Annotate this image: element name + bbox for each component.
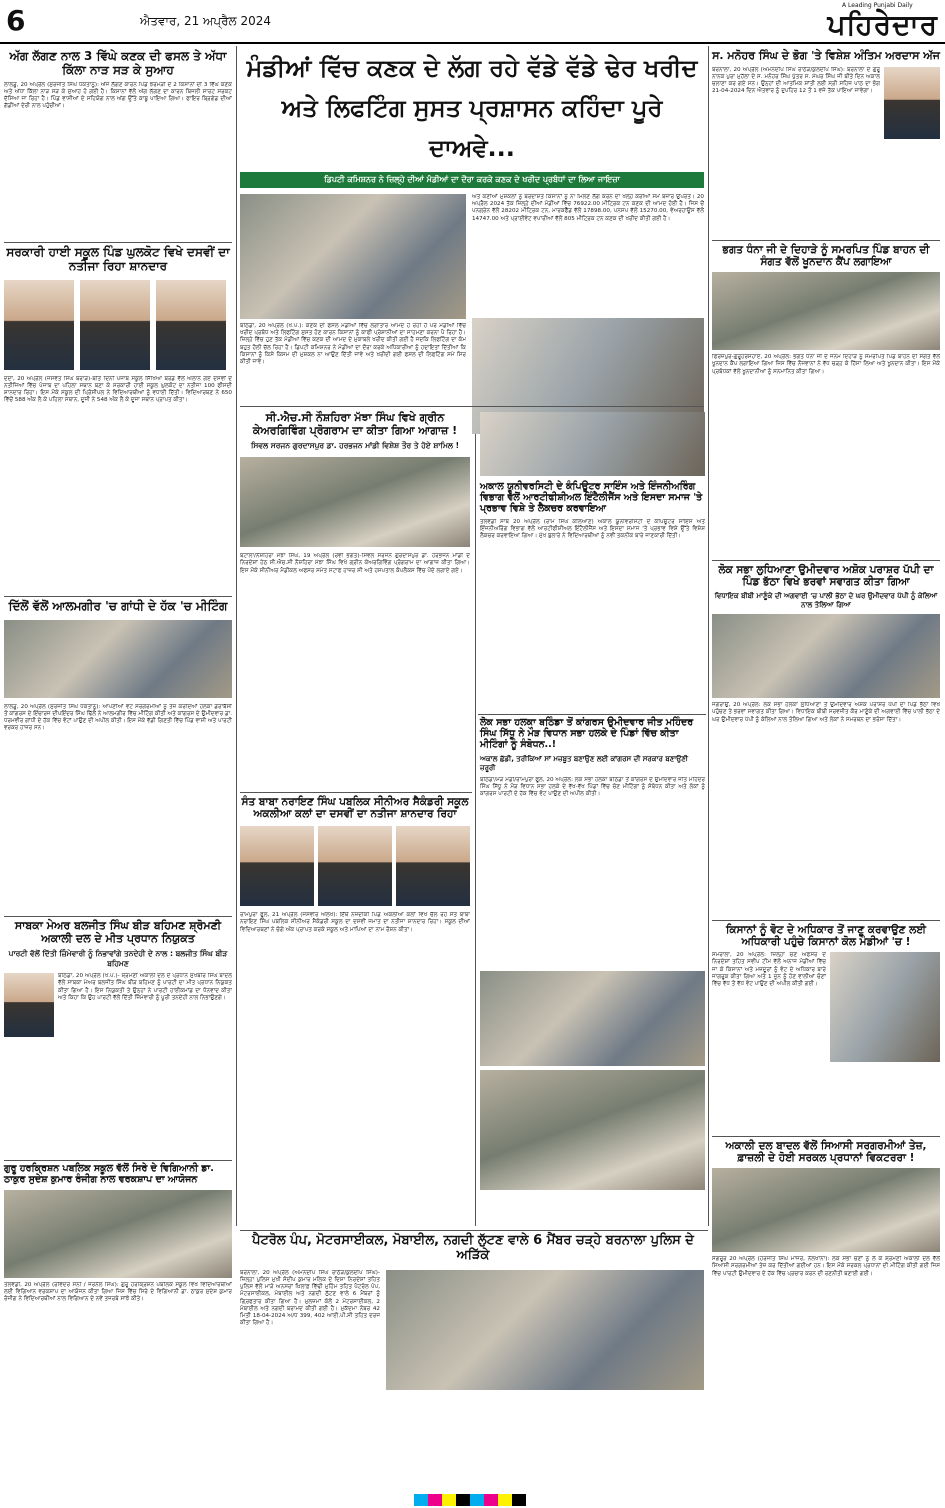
photo (712, 272, 940, 350)
print-color-bar (414, 1494, 526, 1506)
right-story-voters (712, 924, 940, 1122)
photo (240, 194, 466, 319)
story-body: ਅਤੇ ਕਣੀਆਂ ਮੁਸ਼ਕਲਾਂ ਨੂੰ ਬਰਦਾਸ਼ਤ ਕਿਸਾਨਾਂ ਨੂੰ ਨਾ ਮਿਲਣ ਲੱਗ ਕਰਨ ਦਾ ਖੋਲ੍ਹ ਕਰੀਆਂ ਸਮੇਂ ਬਜ਼ਾਰ ਉਪਰੰਤ। 20 ਅਪ੍ਰੈਲ 2024 ਤੱਕ ਜ਼ਿਲ੍ਹੇ ਦੀਆਂ ਮੰਡੀਆਂ ਵਿੱਚ 76922.00 ਮੀਟ੍ਰਿਕ ਟਨ ਕਣਕ ਦੀ ਆਮਦ ਹੋਈ ਹੈ। ਜਿਸ ਚੋਂ ਪਨਗ੍ਰੇਨ ਵੱਲੋਂ 28202 ਮੀਟ੍ਰਿਕ ਟਨ, ਮਾਰਕਫੈੱਡ ਵੱਲੋਂ 17898.00, ਪਨਸਪ ਵੱਲੋਂ 15270.00, ਵੇਅਰਹਾਊਸ ਵੱਲੋਂ 14747.00 ਅਤੇ ਪ੍ਰਾਈਵੇਟ ਵਪਾਰੀਆਂ ਵੱਲੋਂ 805 ਮੀਟ੍ਰਿਕ ਟਨ ਕਣਕ ਦੀ ਖਰੀਦ ਕੀਤੀ ਗਈ ਹੈ। (472, 194, 704, 222)
column-divider (236, 46, 237, 1226)
divider (4, 916, 232, 917)
student-photos (4, 280, 232, 370)
left-story-meeting (4, 600, 232, 900)
photo (4, 973, 54, 1037)
left-story-workshop (4, 1164, 232, 1432)
divider (712, 920, 940, 921)
headline: ਅੱਗ ਲੱਗਣ ਨਾਲ 3 ਵਿੱਘੇ ਕਣਕ ਦੀ ਫਸਲ ਤੇ ਅੱਧਾ ਕਿੱਲਾ ਨਾੜ ਸੜ ਕੇ ਸੁਆਹ (9, 49, 227, 77)
photo (4, 280, 74, 370)
headline: ਭਗਤ ਧੰਨਾ ਜੀ ਦੇ ਦਿਹਾੜੇ ਨੂੰ ਸਮਰਪਿਤ ਪਿੰਡ ਬਾਹਨ ਦੀ ਸੰਗਤ ਵੱਲੋਂ ਖੂਨਦਾਨ ਕੈਂਪ ਲਗਾਇਆ (722, 244, 930, 269)
right-story-ludhiana (712, 564, 940, 914)
headline: ਸ. ਮਨੋਹਰ ਸਿੰਘ ਦੇ ਭੋਗ 'ਤੇ ਵਿਸ਼ੇਸ਼ ਅੰਤਿਮ ਅਰਦਾਸ ਅੱਜ (712, 49, 940, 62)
left-story-fire (4, 50, 232, 232)
photo (884, 67, 940, 139)
column-divider (475, 410, 476, 1226)
divider (240, 406, 704, 407)
photo (396, 826, 470, 906)
photo (712, 1168, 940, 1252)
headline: ਸੀ.ਐਚ.ਸੀ ਨੌਸ਼ਹਿਰਾ ਮੱਝਾ ਸਿੰਘ ਵਿਖੇ ਗ੍ਰੀਨ ਕੇਅਰਗਿਵਿੰਗ ਪ੍ਰੋਗਰਾਮ ਦਾ ਕੀਤਾ ਗਿਆ ਆਗਾਜ਼ ! (252, 411, 458, 437)
photo (318, 826, 392, 906)
story-body: ਬਠਿੰਡਾ, 20 ਅਪ੍ਰੈਲ (ਖ.ਪ.): ਕਣਕ ਦੀ ਫਸਲ ਮੰਡੀਆਂ ਵਿੱਚ ਲਗਾਤਾਰ ਆਮਦ ਹੋ ਰਹੀ ਹੈ ਪਰ ਮੰਡੀਆਂ ਵਿੱਚ ਖਰੀਦ ਪ੍ਰਬੰਧ ਅਤੇ ਲਿਫਟਿੰਗ ਸੁਸਤ ਹੋਣ ਕਾਰਨ ਕਿਸਾਨਾਂ ਨੂੰ ਕਾਫੀ ਪ੍ਰੇਸ਼ਾਨੀਆਂ ਦਾ ਸਾਹਮਣਾ ਕਰਨਾ ਪੈ ਰਿਹਾ ਹੈ। ਜ਼ਿਲ੍ਹੇ ਵਿੱਚ ਹੁਣ ਤੱਕ ਮੰਡੀਆਂ ਵਿੱਚ ਕਣਕ ਦੀ ਆਮਦ ਦੇ ਮੁਕਾਬਲੇ ਖਰੀਦ ਕੀਤੀ ਗਈ ਹੈ ਜਦਕਿ ਲਿਫਟਿੰਗ ਦਾ ਕੰਮ ਬਹੁਤ ਹੌਲੀ ਚੱਲ ਰਿਹਾ ਹੈ। ਡਿਪਟੀ ਕਮਿਸ਼ਨਰ ਨੇ ਮੰਡੀਆਂ ਦਾ ਦੌਰਾ ਕਰਕੇ ਅਧਿਕਾਰੀਆਂ ਨੂੰ ਹਦਾਇਤਾਂ ਦਿੱਤੀਆਂ ਕਿ ਕਿਸਾਨਾਂ ਨੂੰ ਕਿਸੇ ਕਿਸਮ ਦੀ ਮੁਸ਼ਕਲ ਨਾ ਆਉਣ ਦਿੱਤੀ ਜਾਵੇ ਅਤੇ ਖਰੀਦੀ ਗਈ ਫਸਲ ਦੀ ਲਿਫਟਿੰਗ ਸਮੇਂ ਸਿਰ ਕੀਤੀ ਜਾਵੇ। (240, 323, 466, 366)
center-story-univ (480, 412, 705, 689)
divider (4, 1160, 232, 1161)
headline: ਸਾਬਕਾ ਮੇਅਰ ਬਲਜੀਤ ਸਿੰਘ ਬੀੜ ਬਹਿਮਣ ਸ਼੍ਰੋਮਣੀ ਅਕਾਲੀ ਦਲ ਦੇ ਮੀਤ ਪ੍ਰਧਾਨ ਨਿਯੁਕਤ (14, 919, 222, 945)
headline: ਲੋਕ ਸਭਾ ਹਲਕਾ ਬਠਿੰਡਾ ਤੋਂ ਕਾਂਗਰਸ ਉਮੀਦਵਾਰ ਜੀਤ ਮਹਿੰਦਰ ਸਿੰਘ ਸਿੱਧੂ ਨੇ ਮੌੜ ਵਿਧਾਨ ਸਭਾ ਹਲਕੇ ਦੇ ਪਿੰਡਾਂ ਵਿੱਚ ਕੀਤਾ ਮੀਟਿੰਗਾਂ ਨੂੰ ਸੰਬੋਧਨ..! (480, 717, 694, 750)
headline: ਸੰਤ ਬਾਬਾ ਨਰਾਇਣ ਸਿੰਘ ਪਬਲਿਕ ਸੀਨੀਅਰ ਸੈਕੰਡਰੀ ਸਕੂਲ ਅਕਲੀਆ ਕਲਾਂ ਦਾ ਦਸਵੀਂ ਦਾ ਨਤੀਜਾ ਸ਼ਾਨਦਾਰ ਰਿਹਾ (241, 796, 469, 821)
lead-story (240, 48, 704, 403)
story-body: ਜਗਰਾਉਂ, 20 ਅਪ੍ਰੈਲ: ਲੋਕ ਸਭਾ ਹਲਕਾ ਲੁਧਿਆਣਾ ਤੋਂ ਉਮੀਦਵਾਰ ਅਸ਼ੋਕ ਪਰਾਸ਼ਰ ਪੱਪੀ ਦਾ ਪਿੰਡ ਭੱਠਾ ਵਿਖੇ ਪਹੁੰਚਣ ਤੇ ਭਰਵਾਂ ਸਵਾਗਤ ਕੀਤਾ ਗਿਆ। ਵਿਧਾਇਕ ਬੀਬੀ ਸਰਵਜੀਤ ਕੌਰ ਮਾਣੂੰਕੇ ਦੀ ਅਗਵਾਈ ਵਿੱਚ ਪਾਲੀ ਭੱਠਾ ਦੇ ਘਰ ਉਮੀਦਵਾਰ ਪੱਪੀ ਨੂੰ ਕੇਲਿਆਂ ਨਾਲ ਤੋਲਿਆ ਗਿਆ ਅਤੇ ਲੋਕਾਂ ਨੇ ਸਮਰਥਨ ਦਾ ਭਰੋਸਾ ਦਿੱਤਾ। (712, 702, 940, 723)
column-divider (708, 46, 709, 1226)
center-story-youth (480, 718, 705, 1190)
left-story-school (4, 246, 232, 562)
headline: ਅਤੇ ਲਿਫਟਿੰਗ ਸੁਸਤ ਪ੍ਰਸ਼ਾਸਨ ਕਹਿੰਦਾ ਪੂਰੇ ਦਾਅਵੇ... (281, 94, 663, 162)
photo (480, 971, 705, 1066)
headline: ਦਿੱਲੋਂ ਵੱਲੋਂ ਆਲਮਗੀਰ 'ਚ ਗਾਂਧੀ ਦੇ ਹੱਕ 'ਚ ਮੀਟਿੰਗ (8, 599, 228, 613)
story-body: ਸਮਰਾਲਾ, 20 ਅਪ੍ਰੈਲ: ਜ਼ਿਲ੍ਹਾ ਚੋਣ ਅਫਸਰ ਦੇ ਨਿਰਦੇਸ਼ਾਂ ਤਹਿਤ ਸਵੀਪ ਟੀਮ ਵੱਲੋਂ ਅਨਾਜ ਮੰਡੀਆਂ ਵਿੱਚ ਜਾ ਕੇ ਕਿਸਾਨਾਂ ਅਤੇ ਮਜ਼ਦੂਰਾਂ ਨੂੰ ਵੋਟ ਦੇ ਅਧਿਕਾਰ ਬਾਰੇ ਜਾਗਰੂਕ ਕੀਤਾ ਗਿਆ ਅਤੇ 1 ਜੂਨ ਨੂੰ ਹੋਣ ਵਾਲੀਆਂ ਚੋਣਾਂ ਵਿੱਚ ਵੱਧ ਤੋਂ ਵੱਧ ਵੋਟ ਪਾਉਣ ਦੀ ਅਪੀਲ ਕੀਤੀ ਗਈ। (712, 952, 826, 987)
page-number: 6 (6, 4, 26, 37)
story-body: ਤਲਵੰਡੀ ਸਾਬੋ 20 ਅਪ੍ਰੈਲ (ਰਾਮ ਸਿੰਘ ਕਲਿਆਣ) ਅਕਾਲ ਯੂਨੀਵਰਸਿਟੀ ਦੇ ਕੰਪਿਊਟਰ ਸਾਇੰਸ ਅਤੇ ਇੰਜਨੀਅਰਿੰਗ ਵਿਭਾਗ ਵੱਲੋਂ ਆਰਟੀਫੀਸ਼ੀਅਲ ਇੰਟੈਲੀਜੈਂਸ ਅਤੇ ਇਸਦਾ ਸਮਾਜ 'ਤੇ ਪ੍ਰਭਾਵ ਵਿਸ਼ੇ ਉੱਤੇ ਵਿਸ਼ੇਸ਼ ਲੈਕਚਰ ਕਰਵਾਇਆ ਗਿਆ। ਮੁੱਖ ਬੁਲਾਰੇ ਨੇ ਵਿਦਿਆਰਥੀਆਂ ਨੂੰ ਨਵੀਂ ਤਕਨੀਕ ਬਾਰੇ ਜਾਣਕਾਰੀ ਦਿੱਤੀ। (480, 518, 705, 540)
photo (386, 1270, 704, 1390)
divider (712, 240, 940, 241)
subheadline: ਅਕਾਲ ਛੱਡੀ, ਤਰੀਕਿਆਂ ਸਾਂ ਮਜ਼ਬੂਤ ਬਣਾਉਣ ਲਈ ਕਾਂਗਰਸ ਦੀ ਸਰਕਾਰ ਬਣਾਉਣੀ ਜ਼ਰੂਰੀ (480, 754, 688, 772)
divider (712, 560, 940, 561)
subheadline: ਡਿਪਟੀ ਕਮਿਸ਼ਨਰ ਨੇ ਜ਼ਿਲ੍ਹੇ ਦੀਆਂ ਮੰਡੀਆਂ ਦਾ ਦੌਰਾ ਕਰਕੇ ਕਣਕ ਦੇ ਖਰੀਦ ਪ੍ਰਬੰਧਾਂ ਦਾ ਲਿਆ ਜਾਇਜ਼ਾ (240, 172, 704, 188)
header-rule (0, 42, 945, 44)
story-body: ਲਾਲੜੂ, 20 ਅਪ੍ਰੈਲ (ਸੁਰਜੀਤ ਸਿੰਘ ਧਕਤਾਨੂ): ਅੱਜ ਲੱਗਣ ਕਾਰਨ ਪਿੰਡ ਝਰਮੜੀ ਦੇ 2 ਕਿਸਾਨਾਂ ਦੀ 3 ਵਿੱਘੇ ਕਣਕ ਅਤੇ ਅੱਧਾ ਕਿੱਲਾ ਨਾੜ ਸੜ ਕੇ ਸੁਆਹ ਹੋ ਗਈ ਹੈ। ਕਿਸਾਨਾਂ ਵੱਲੋਂ ਅੱਗ ਲੱਗਣ ਦਾ ਕਾਰਨ ਬਿਜਲੀ ਸਾਰਟ ਸਰਕਟ ਦੱਸਿਆ ਜਾ ਰਿਹਾ ਹੈ। ਪਿੰਡ ਵਾਸੀਆਂ ਦੇ ਸਹਿਯੋਗ ਨਾਲ ਅੱਗ ਉੱਤੇ ਕਾਬੂ ਪਾਇਆ ਗਿਆ। ਫਾਇਰ ਬ੍ਰਿਗੇਡ ਦੀਆਂ ਗੱਡੀਆਂ ਦੇਰੀ ਨਾਲ ਪਹੁੰਚੀਆਂ। (4, 81, 232, 110)
headline: ਅਕਾਲੀ ਦਲ ਬਾਦਲ ਵੱਲੋਂ ਸਿਆਸੀ ਸਰਗਰਮੀਆਂ ਤੇਜ਼, ਫ਼ਾਜ਼ਲੀ ਦੇ ਹੋਈ ਸਰਕਲ ਪ੍ਰਧਾਨਾਂ ਵਿਕਟਰਰਾ ! (725, 1140, 927, 1165)
divider (4, 596, 232, 597)
story-body: ਸੰਗਰੂਰ 20 ਅਪ੍ਰੈਲ (ਹਰਜੀਤ ਸਿੰਘ ਮਾਜਰੇ, ਨੌਲਖਾਨਾ): ਲੋਕ ਸਭਾ ਚੋਣਾਂ ਨੂੰ ਲੈ ਕੇ ਸ਼੍ਰੋਮਣੀ ਅਕਾਲੀ ਦਲ ਵੱਲੋਂ ਸਿਆਸੀ ਸਰਗਰਮੀਆਂ ਤੇਜ਼ ਕਰ ਦਿੱਤੀਆਂ ਗਈਆਂ ਹਨ। ਇਸ ਮੌਕੇ ਸਰਕਲ ਪ੍ਰਧਾਨਾਂ ਦੀ ਮੀਟਿੰਗ ਕੀਤੀ ਗਈ ਜਿਸ ਵਿੱਚ ਪਾਰਟੀ ਉਮੀਦਵਾਰ ਦੇ ਹੱਕ ਵਿੱਚ ਪ੍ਰਚਾਰ ਕਰਨ ਦੀ ਰਣਨੀਤੀ ਬਣਾਈ ਗਈ। (712, 1256, 940, 1277)
headline: ਸਰਕਾਰੀ ਹਾਈ ਸਕੂਲ ਪਿੰਡ ਘੁਲਕੋਟ ਵਿਖੇ ਦਸਵੀਂ ਦਾ ਨਤੀਜਾ ਰਿਹਾ ਸ਼ਾਨਦਾਰ (6, 245, 230, 273)
story-body: ਬਟਾਲਾ/ਨੌਸ਼ਹਿਰਾ ਮੱਝਾ ਸਿੰਘ, 19 ਅਪ੍ਰੈਲ (ਰਵੀ ਭਗਤ)-ਸਿਵਲ ਸਰਜਨ ਗੁਰਦਾਸਪੁਰ ਡਾ. ਹਰਭਜਨ ਮਾਂਡੀ ਦੇ ਨਿਰਦੇਸ਼ਾਂ ਹੇਠ ਸੀ.ਐਚ.ਸੀ ਨੌਸ਼ਹਿਰਾ ਮੱਝਾ ਸਿੰਘ ਵਿਖੇ ਗ੍ਰੀਨ ਕੇਅਰਗਿਵਿੰਗ ਪ੍ਰੋਗਰਾਮ ਦਾ ਆਗਾਜ਼ ਕੀਤਾ ਗਿਆ। ਇਸ ਮੌਕੇ ਸੀਨੀਅਰ ਮੈਡੀਕਲ ਅਫਸਰ ਸਮੇਤ ਸਟਾਫ ਹਾਜ਼ਰ ਸੀ ਅਤੇ ਹਸਪਤਾਲ ਕੰਪਲੈਕਸ ਵਿੱਚ ਪੌਦੇ ਲਗਾਏ ਗਏ। (240, 553, 470, 574)
tagline: A Leading Punjabi Daily (842, 2, 913, 9)
headline: ਗੁਰੂ ਹਰਕ੍ਰਿਸ਼ਨ ਪਬਲਿਕ ਸਕੂਲ ਵੱਲੋਂ ਸਿਰੇ ਦੇ ਵਿਗਿਆਨੀ ਡਾ. ਠਾਕੁਰ ਸੁਦੇਸ਼ ਕੁਮਾਰ ਰੰਜੀਗ ਨਾਲ ਵਰਕਸ਼ਾਪ ਦਾ ਆਯੋਜਨ (4, 1163, 214, 1185)
headline: ਅਕਾਲ ਯੂਨੀਵਰਸਿਟੀ ਦੇ ਕੰਪਿਊਟਰ ਸਾਇੰਸ ਅਤੇ ਇੰਜਨੀਅਰਿੰਗ ਵਿਭਾਗ ਵੱਲੋਂ ਆਰਟੀਫੀਸ਼ੀਅਲ ਇੰਟੈਲੀਜੈਂਸ ਅਤੇ ਇਸਦਾ ਸਮਾਜ 'ਤੇ ਪ੍ਰਭਾਵ ਵਿਸ਼ੇ ਤੇ ਲੈਕਚਰ ਕਰਵਾਇਆ (480, 481, 703, 514)
story-body: ਰਾਮਪੁਰਾ ਫੂਲ, 21 ਅਪ੍ਰੈਲ (ਜਸਵੀਰ ਔਲਖ): ਇੱਥੋਂ ਨਜ਼ਦੀਕੀ ਪਿੰਡ ਅਕਲੀਆ ਕਲਾਂ ਵਿਖੇ ਚੱਲ ਰਹੇ ਸੰਤ ਬਾਬਾ ਨਰਾਇਣ ਸਿੰਘ ਪਬਲਿਕ ਸੀਨੀਅਰ ਸੈਕੰਡਰੀ ਸਕੂਲ ਦਾ ਦਸਵੀਂ ਜਮਾਤ ਦਾ ਨਤੀਜਾ ਸ਼ਾਨਦਾਰ ਰਿਹਾ। ਸਕੂਲ ਦੀਆਂ ਵਿਦਿਆਰਥਣਾਂ ਨੇ ਚੰਗੇ ਅੰਕ ਪ੍ਰਾਪਤ ਕਰਕੇ ਸਕੂਲ ਅਤੇ ਮਾਪਿਆਂ ਦਾ ਨਾਮ ਰੌਸ਼ਨ ਕੀਤਾ। (240, 912, 470, 933)
story-body: ਬਰਨਾਲਾ, 20 ਅਪ੍ਰੈਲ (ਅਮਨਦੀਪ ਸਿੰਘ ਰਾਠੌੜ/ਕੁਲਦੀਪ ਸਿੰਘ): ਬਰਨਾਲਾ ਦੇ ਗੁਰੂ ਨਾਨਕ ਪੁਰਾ ਮੁਹੱਲਾ ਦੇ ਸ. ਮਨੋਹਰ ਸਿੰਘ ਪੁੱਤਰ ਸ. ਮੱਘਰ ਸਿੰਘ ਜੀ ਬੀਤੇ ਦਿਨ ਅਕਾਲ ਚਲਾਣਾ ਕਰ ਗਏ ਸਨ। ਉਨ੍ਹਾਂ ਦੀ ਆਤਮਿਕ ਸ਼ਾਂਤੀ ਲਈ ਸ੍ਰੀ ਸਹਿਜ ਪਾਠ ਦਾ ਭੋਗ 21-04-2024 ਦਿਨ ਐਤਵਾਰ ਨੂੰ ਦੁਪਹਿਰ 12 ਤੋਂ 1 ਵਜੇ ਤੱਕ ਪਾਇਆ ਜਾਵੇਗਾ। (712, 66, 880, 95)
photo (712, 614, 940, 698)
right-story-akali (712, 1140, 940, 1466)
photo (830, 952, 940, 1062)
center-story-school (240, 796, 470, 1208)
headline: ਲੋਕ ਸਭਾ ਲੁਧਿਆਣਾ ਉਮੀਦਵਾਰ ਅਸ਼ੋਕ ਪਰਾਸ਼ਰ ਪੱਪੀ ਦਾ ਪਿੰਡ ਭੱਠਾ ਵਿਖੇ ਭਰਵਾਂ ਸਵਾਗਤ ਕੀਤਾ ਗਿਆ (718, 564, 934, 589)
photo (480, 412, 705, 476)
divider (240, 792, 472, 793)
center-story-green (240, 412, 470, 743)
masthead-logo: ਪਹਿਰੇਦਾਰ (827, 8, 938, 41)
divider (478, 714, 706, 715)
headline: ਪੈਟਰੋਲ ਪੰਪ, ਮੋਟਰਸਾਈਕਲ, ਮੋਬਾਈਲ, ਨਗਦੀ ਲੁੱਟਣ ਵਾਲੇ 6 ਮੈਂਬਰ ਚੜ੍ਹੇ ਬਰਨਾਲਾ ਪੁਲਿਸ ਦੇ ਅੜਿੱਕੇ (252, 1233, 694, 1263)
left-story-appointment (4, 920, 232, 1163)
story-body: ਦੋਦਾ, 20 ਅਪ੍ਰੈਲ (ਜਸਵੰਤ ਸਿੰਘ ਬਰਾੜ)-ਬੀਤੇ ਦਿਨੀਂ ਪੰਜਾਬ ਸਕੂਲ ਸਿੱਖਿਆ ਬੋਰਡ ਵੱਲੋਂ ਐਲਾਨੇ ਗਏ ਦਸਵੀਂ ਦੇ ਨਤੀਜਿਆਂ ਵਿੱਚ ਪੰਜਾਬ ਦਾ ਪਹਿਲਾ ਸਥਾਨ ਬਣਾ ਕੇ ਸਰਕਾਰੀ ਹਾਈ ਸਕੂਲ ਘੁਲਕੋਟ ਦਾ ਨਤੀਜਾ 100 ਫੀਸਦੀ ਸ਼ਾਨਦਾਰ ਰਿਹਾ। ਇਸ ਮੌਕੇ ਸਕੂਲ ਦੀ ਪ੍ਰਿੰਸੀਪਲ ਨੇ ਵਿਦਿਆਰਥੀਆਂ ਨੂੰ ਵਧਾਈ ਦਿੱਤੀ। ਵਿਦਿਆਰਥਣ ਨੇ 650 ਵਿੱਚੋਂ 588 ਅੰਕ ਲੈ ਕੇ ਪਹਿਲਾ ਸਥਾਨ, ਦੂਜੀ ਨੇ 548 ਅੰਕ ਲੈ ਕੇ ਦੂਜਾ ਸਥਾਨ ਪ੍ਰਾਪਤ ਕੀਤਾ। (4, 375, 232, 404)
story-body: ਤਲਵੰਡੀ, 20 ਅਪ੍ਰੈਲ (ਰਵਿੰਦਰ ਸੋਨੀ / ਜਰਨੈਲ ਸਿੰਘ): ਗੁਰੂ ਹਰਕ੍ਰਿਸ਼ਨ ਪਬਲਿਕ ਸਕੂਲ ਵਿਖੇ ਵਿਦਿਆਰਥੀਆਂ ਲਈ ਵਿਗਿਆਨ ਵਰਕਸ਼ਾਪ ਦਾ ਆਯੋਜਨ ਕੀਤਾ ਗਿਆ ਜਿਸ ਵਿੱਚ ਸਿਰੇ ਦੇ ਵਿਗਿਆਨੀ ਡਾ. ਠਾਕੁਰ ਸੁਦੇਸ਼ ਕੁਮਾਰ ਰੰਜੀਗ ਨੇ ਵਿਦਿਆਰਥੀਆਂ ਨਾਲ ਵਿਗਿਆਨ ਦੇ ਨਵੇਂ ਤਜਰਬੇ ਸਾਂਝੇ ਕੀਤੇ। (4, 1281, 232, 1303)
story-body: ਲਾਲੜੂ, 20 ਅਪ੍ਰੈਲ (ਸੁਰਜੀਤ ਸਿੰਘ ਧਕਤਾਨੂ): ਆਪਣੀਆਂ ਵੋਟ ਸਰਗਰਮੀਆਂ ਨੂੰ ਤੇਜ਼ ਕਰਦਿਆਂ ਹਲਕਾ ਡੇਰਾਬੱਸੀ ਤੋਂ ਕਾਂਗਰਸ ਦੇ ਇੰਚਾਰਜ ਦੀਪਇੰਦਰ ਸਿੰਘ ਢਿੱਲੋਂ ਨੇ ਆਲਮਗੀਰ ਵਿੱਚ ਮੀਟਿੰਗ ਕੀਤੀ ਅਤੇ ਕਾਂਗਰਸ ਦੇ ਉਮੀਦਵਾਰ ਡਾ. ਧਰਮਵੀਰ ਗਾਂਧੀ ਦੇ ਹੱਕ ਵਿੱਚ ਵੋਟਾਂ ਪਾਉਣ ਦੀ ਅਪੀਲ ਕੀਤੀ। ਇਸ ਮੌਕੇ ਵੱਡੀ ਗਿਣਤੀ ਵਿੱਚ ਪਿੰਡ ਵਾਸੀ ਅਤੇ ਪਾਰਟੀ ਵਰਕਰ ਹਾਜ਼ਰ ਸਨ। (4, 703, 232, 732)
photo (4, 620, 232, 698)
right-story-blood (712, 244, 940, 538)
photo (80, 280, 150, 370)
subheadline: ਪਾਰਟੀ ਵੱਲੋਂ ਦਿੱਤੀ ਜ਼ਿੰਮੇਵਾਰੀ ਨੂੰ ਨਿਭਾਵਾਂਗੇ ਤਨਦੇਹੀ ਦੇ ਨਾਲ : ਬਲਜੀਤ ਸਿੰਘ ਬੀੜ ਬਹਿਮਣ (8, 949, 228, 969)
headline: ਮੰਡੀਆਂ ਵਿੱਚ ਕਣਕ ਦੇ ਲੱਗ ਰਹੇ ਵੱਡੇ ਵੱਡੇ ਢੇਰ ਖਰੀਦ (246, 54, 698, 82)
photo (156, 280, 226, 370)
edition-date: ਐਤਵਾਰ, 21 ਅਪ੍ਰੈਲ 2024 (140, 14, 272, 28)
story-body: ਫਿਰੋਜ਼ਪੁਰ-ਗੁਰੂਹਰਸਹਾਏ, 20 ਅਪ੍ਰੈਲ: ਭਗਤ ਧੰਨਾ ਜੀ ਦੇ ਜਨਮ ਦਿਹਾੜੇ ਨੂੰ ਸਮਰਪਿਤ ਪਿੰਡ ਬਾਹਨ ਦੀ ਸੰਗਤ ਵੱਲੋਂ ਖੂਨਦਾਨ ਕੈਂਪ ਲਗਾਇਆ ਗਿਆ ਜਿਸ ਵਿੱਚ ਨੌਜਵਾਨਾਂ ਨੇ ਵੱਧ ਚੜ੍ਹ ਕੇ ਹਿੱਸਾ ਲਿਆ ਅਤੇ ਖੂਨਦਾਨ ਕੀਤਾ। ਇਸ ਮੌਕੇ ਪ੍ਰਬੰਧਕਾਂ ਵੱਲੋਂ ਖੂਨਦਾਨੀਆਂ ਨੂੰ ਸਨਮਾਨਿਤ ਕੀਤਾ ਗਿਆ। (712, 354, 940, 375)
headline: ਕਿਸਾਨਾਂ ਨੂੰ ਵੋਟ ਦੇ ਅਧਿਕਾਰ ਤੋਂ ਜਾਣੂ ਕਰਵਾਉਣ ਲਈ ਅਧਿਕਾਰੀ ਪਹੁੰਚੇ ਕਿਸਾਨਾਂ ਕੋਲ ਮੰਡੀਆਂ 'ਚ ! (725, 924, 927, 949)
photo (480, 1070, 705, 1190)
right-story-bhog (712, 50, 940, 237)
subheadline: ਸਿਵਲ ਸਰਜਨ ਗੁਰਦਾਸਪੁਰ ਡਾ. ਹਰਭਜਨ ਮਾਂਡੀ ਵਿਸ਼ੇਸ਼ ਤੌਰ ਤੇ ਹੋਏ ਸ਼ਾਮਿਲ ! (250, 441, 459, 451)
subheadline: ਵਿਧਾਇਕ ਬੀਬੀ ਮਾਣੂੰਕੇ ਦੀ ਅਗਵਾਈ 'ਚ ਪਾਲੀ ਭੱਠਾ ਦੇ ਘਰ ਉਮੀਦਵਾਰ ਪੱਪੀ ਨੂੰ ਕੇਲਿਆਂ ਨਾਲ ਤੋਲਿਆ ਗਿਆ (714, 592, 938, 610)
story-body: ਬਰਨਾਲਾ, 20 ਅਪ੍ਰੈਲ (ਅਮਨਦੀਪ ਸਿੰਘ ਰਾਠੌੜ/ਕੁਲਦੀਪ ਸਿੰਘ)- ਜ਼ਿਲ੍ਹਾ ਪੁਲਿਸ ਮੁਖੀ ਸੰਦੀਪ ਕੁਮਾਰ ਮਲਿਕ ਦੇ ਦਿਸ਼ਾ ਨਿਰਦੇਸ਼ਾਂ ਤਹਿਤ ਪੁਲਿਸ ਵੱਲੋਂ ਮਾੜੇ ਅਨਸਰਾਂ ਖ਼ਿਲਾਫ਼ ਵਿੱਢੀ ਮੁਹਿੰਮ ਤਹਿਤ ਪੈਟਰੋਲ ਪੰਪ, ਮੋਟਰਸਾਈਕਲ, ਮੋਬਾਈਲ ਅਤੇ ਨਗਦੀ ਲੁੱਟਣ ਵਾਲੇ 6 ਮੈਂਬਰਾਂ ਨੂੰ ਗ੍ਰਿਫਤਾਰ ਕੀਤਾ ਗਿਆ ਹੈ। ਮੁਲਜ਼ਮਾਂ ਕੋਲੋਂ 2 ਮੋਟਰਸਾਈਕਲ, 2 ਮੋਬਾਈਲ ਅਤੇ ਨਗਦੀ ਬਰਾਮਦ ਕੀਤੀ ਗਈ ਹੈ। ਮੁਕੱਦਮਾ ਨੰਬਰ 42 ਮਿਤੀ 18-04-2024 ਅ/ਧ 399, 402 ਆਈ.ਪੀ.ਸੀ ਤਹਿਤ ਦਰਜ ਕੀਤਾ ਗਿਆ ਹੈ। (240, 1269, 380, 1327)
divider (712, 1136, 940, 1137)
photo (4, 1190, 232, 1278)
story-body: ਬਠਿੰਡਾ, 20 ਅਪ੍ਰੈਲ (ਖ.ਪ.)- ਸ਼੍ਰੋਮਣੀ ਅਕਾਲੀ ਦਲ ਦੇ ਪ੍ਰਧਾਨ ਸੁਖਬੀਰ ਸਿੰਘ ਬਾਦਲ ਵੱਲੋਂ ਸਾਬਕਾ ਮੇਅਰ ਬਲਜੀਤ ਸਿੰਘ ਬੀੜ ਬਹਿਮਣ ਨੂੰ ਪਾਰਟੀ ਦਾ ਮੀਤ ਪ੍ਰਧਾਨ ਨਿਯੁਕਤ ਕੀਤਾ ਗਿਆ ਹੈ। ਇਸ ਨਿਯੁਕਤੀ ਤੇ ਉਨ੍ਹਾਂ ਨੇ ਪਾਰਟੀ ਹਾਈਕਮਾਂਡ ਦਾ ਧੰਨਵਾਦ ਕੀਤਾ ਅਤੇ ਕਿਹਾ ਕਿ ਉਹ ਪਾਰਟੀ ਵੱਲੋਂ ਦਿੱਤੀ ਜ਼ਿੰਮੇਵਾਰੀ ਨੂੰ ਪੂਰੀ ਤਨਦੇਹੀ ਨਾਲ ਨਿਭਾਉਣਗੇ। (58, 973, 232, 1001)
bottom-story-police (240, 1234, 706, 1508)
student-photos (240, 826, 470, 906)
divider (4, 242, 232, 243)
story-body: ਬਠਿੰਡਾ/ਮੌੜ ਮੰਡੀ/ਰਾਮਪੁਰਾ ਫੂਲ, 20 ਅਪ੍ਰੈਲ: ਲੋਕ ਸਭਾ ਹਲਕਾ ਬਠਿੰਡਾ ਤੋਂ ਕਾਂਗਰਸ ਦੇ ਉਮੀਦਵਾਰ ਜੀਤ ਮਹਿੰਦਰ ਸਿੰਘ ਸਿੱਧੂ ਨੇ ਮੌੜ ਵਿਧਾਨ ਸਭਾ ਹਲਕੇ ਦੇ ਵੱਖ-ਵੱਖ ਪਿੰਡਾਂ ਵਿੱਚ ਚੋਣ ਮੀਟਿੰਗਾਂ ਨੂੰ ਸੰਬੋਧਨ ਕੀਤਾ ਅਤੇ ਲੋਕਾਂ ਨੂੰ ਕਾਂਗਰਸ ਪਾਰਟੀ ਦੇ ਹੱਕ ਵਿੱਚ ਵੋਟ ਪਾਉਣ ਦੀ ਅਪੀਲ ਕੀਤੀ। (480, 776, 705, 798)
photo (240, 826, 314, 906)
photo (240, 457, 470, 547)
divider (240, 1230, 708, 1231)
